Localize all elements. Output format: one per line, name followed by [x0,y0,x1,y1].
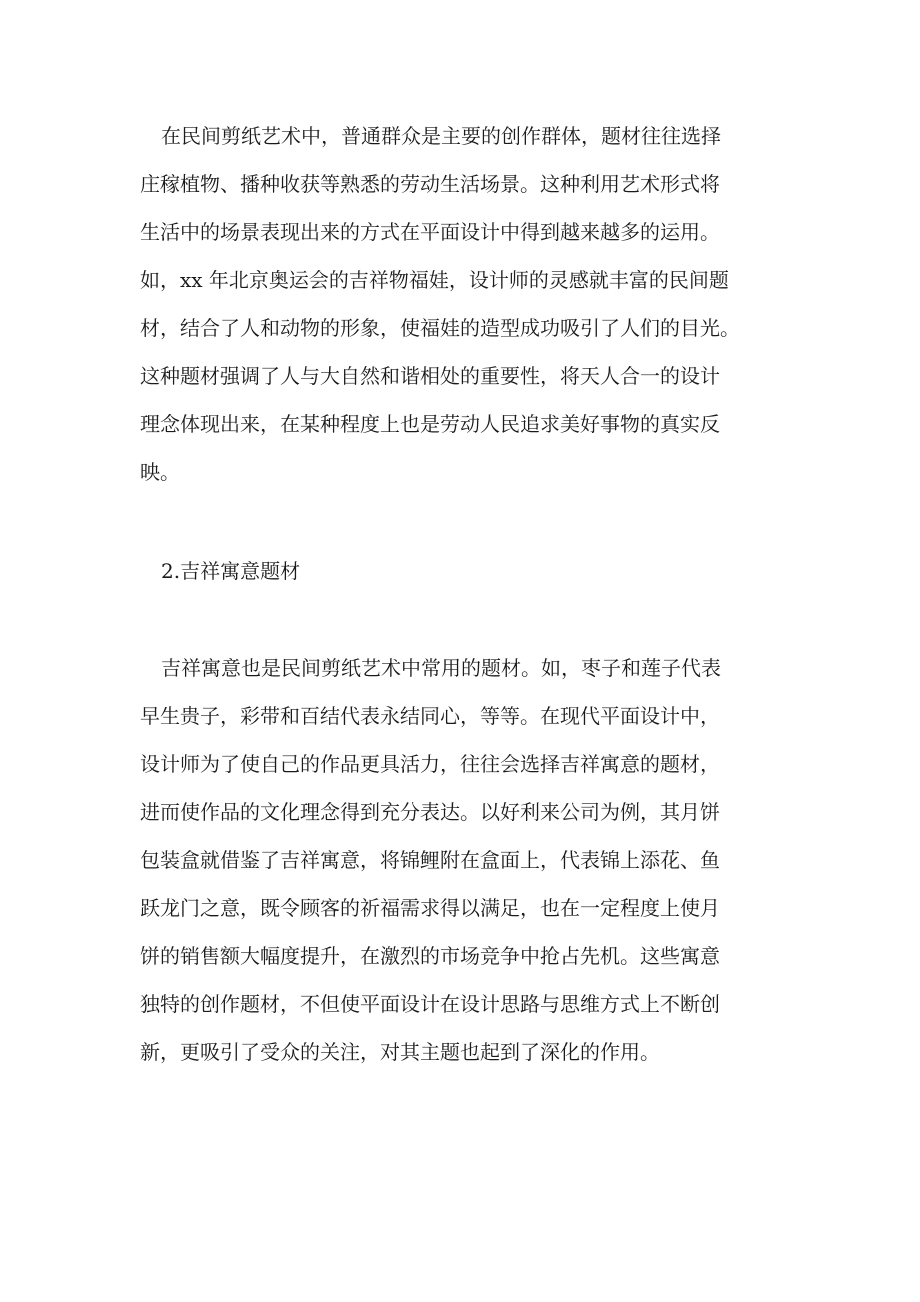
paragraph-1-line-6: 这种题材强调了人与大自然和谐相处的重要性，将天人合一的设计 [140,364,720,388]
section-heading: 2.吉祥寓意题材 [161,559,301,583]
paragraph-2-line-6: 跃龙门之意，既令顾客的祈福需求得以满足，也在一定程度上使月 [140,896,720,920]
paragraph-2-line-1: 吉祥寓意也是民间剪纸艺术中常用的题材。如，枣子和莲子代表 [161,656,721,680]
paragraph-2-line-2: 早生贵子，彩带和百结代表永结同心，等等。在现代平面设计中， [140,704,720,728]
paragraph-1-line-2: 庄稼植物、播种收获等熟悉的劳动生活场景。这种利用艺术形式将 [140,172,720,196]
paragraph-2-line-4: 进而使作品的文化理念得到充分表达。以好利来公司为例，其月饼 [140,800,720,824]
paragraph-2-line-9: 新，更吸引了受众的关注，对其主题也起到了深化的作用。 [140,1040,660,1064]
paragraph-2-line-5: 包装盒就借鉴了吉祥寓意，将锦鲤附在盒面上，代表锦上添花、鱼 [140,848,720,872]
paragraph-1-line-7: 理念体现出来，在某种程度上也是劳动人民追求美好事物的真实反 [140,412,720,436]
paragraph-2-line-7: 饼的销售额大幅度提升，在激烈的市场竞争中抢占先机。这些寓意 [140,944,720,968]
paragraph-1-line-5: 材，结合了人和动物的形象，使福娃的造型成功吸引了人们的目光。 [140,316,740,340]
paragraph-1-line-8: 映。 [140,460,180,484]
paragraph-1-line-3: 生活中的场景表现出来的方式在平面设计中得到越来越多的运用。 [140,220,720,244]
paragraph-1-line-1: 在民间剪纸艺术中，普通群众是主要的创作群体，题材往往选择 [161,124,721,148]
paragraph-2-line-8: 独特的创作题材，不但使平面设计在设计思路与思维方式上不断创 [140,992,720,1016]
paragraph-1-line-4: 如，xx 年北京奥运会的吉祥物福娃，设计师的灵感就丰富的民间题 [140,268,729,292]
paragraph-2-line-3: 设计师为了使自己的作品更具活力，往往会选择吉祥寓意的题材， [140,752,720,776]
